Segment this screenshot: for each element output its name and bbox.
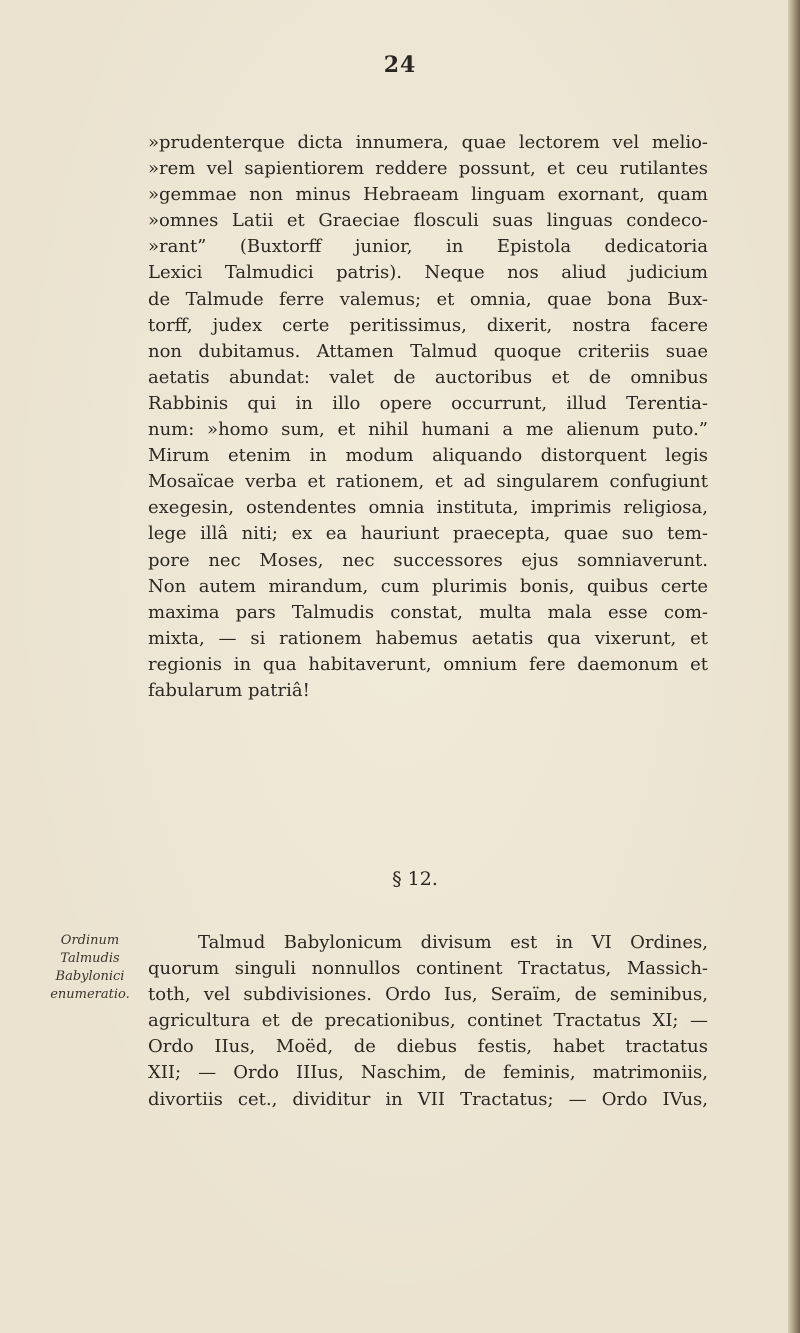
text-line: Mosaïcae verba et rationem, et ad singularem confugiunt [148, 471, 708, 493]
text-line: exegesin, ostendentes omnia instituta, imprimis religiosa, [148, 497, 708, 519]
text-line: »rem vel sapientiorem reddere possunt, et ceu rutilantes [148, 158, 708, 180]
section-paragraph [148, 930, 708, 1113]
text-line: »gemmae non minus Hebraeam linguam exornant, quam [148, 184, 708, 206]
text-line: toth, vel subdivisiones. Ordo Ius, Seraïm, de seminibus, [148, 984, 708, 1006]
text-line: »prudenterque dicta innumera, quae lectorem vel melio- [148, 132, 708, 153]
text-line: num: »homo sum, et nihil humani a me alienum puto.” [148, 419, 708, 441]
text-line: maxima pars Talmudis constat, multa mala esse com- [148, 601, 708, 623]
margin-note-line: Ordinum [60, 933, 120, 948]
text-line: Lexici Talmudici patris). Neque nos aliud judicium [148, 262, 708, 284]
margin-note-line: Talmudis [60, 951, 120, 966]
text-line: torff, judex certe peritissimus, dixerit, nostra facere [148, 314, 708, 336]
text-line: lege illâ niti; ex ea hauriunt praecepta, quae suo tem- [148, 523, 708, 545]
text-line: Ordo IIus, Moëd, de diebus festis, habet tractatus [148, 1036, 708, 1058]
text-line: aetatis abundat: valet de auctoribus et de omnibus [148, 366, 708, 388]
text-line: pore nec Moses, nec successores ejus somniaverunt. [148, 549, 708, 571]
text-line: de Talmude ferre valemus; et omnia, quae bona Bux- [148, 288, 708, 310]
text-line: »omnes Latii et Graeciae flosculi suas linguas condeco- [148, 210, 708, 232]
text-line: fabularum patriâ! [148, 679, 310, 701]
text-line: »rant” (Buxtorff junior, in Epistola dedicatoria [148, 236, 708, 258]
page-edge-shadow [788, 0, 800, 1333]
text-line: agricultura et de precationibus, continet Tractatus XI; — [148, 1010, 708, 1032]
page-number: 24 [383, 52, 417, 78]
text-line: non dubitamus. Attamen Talmud quoque criteriis suae [148, 340, 708, 362]
text-line: Talmud Babylonicum divisum est in VI Ordines, [198, 932, 708, 953]
text-line: divortiis cet., dividitur in VII Tractatus; — Ordo IVus, [148, 1088, 708, 1110]
text-line: XII; — Ordo IIIus, Naschim, de feminis, matrimoniis, [148, 1062, 708, 1084]
main-paragraph [148, 130, 708, 704]
text-line: Non autem mirandum, cum plurimis bonis, quibus certe [148, 575, 708, 597]
margin-note [34, 932, 146, 1004]
section-heading: § 12. [392, 868, 438, 890]
text-line: quorum singuli nonnullos continent Tractatus, Massich- [148, 958, 708, 980]
margin-note-line: Babylonici [55, 969, 125, 984]
margin-note-line: enumeratio. [50, 987, 130, 1002]
text-line: mixta, — si rationem habemus aetatis qua vixerunt, et [148, 627, 708, 649]
text-line: Mirum etenim in modum aliquando distorquent legis [148, 445, 708, 467]
text-line: Rabbinis qui in illo opere occurrunt, illud Terentia- [148, 392, 708, 414]
text-line: regionis in qua habitaverunt, omnium fere daemonum et [148, 653, 708, 675]
